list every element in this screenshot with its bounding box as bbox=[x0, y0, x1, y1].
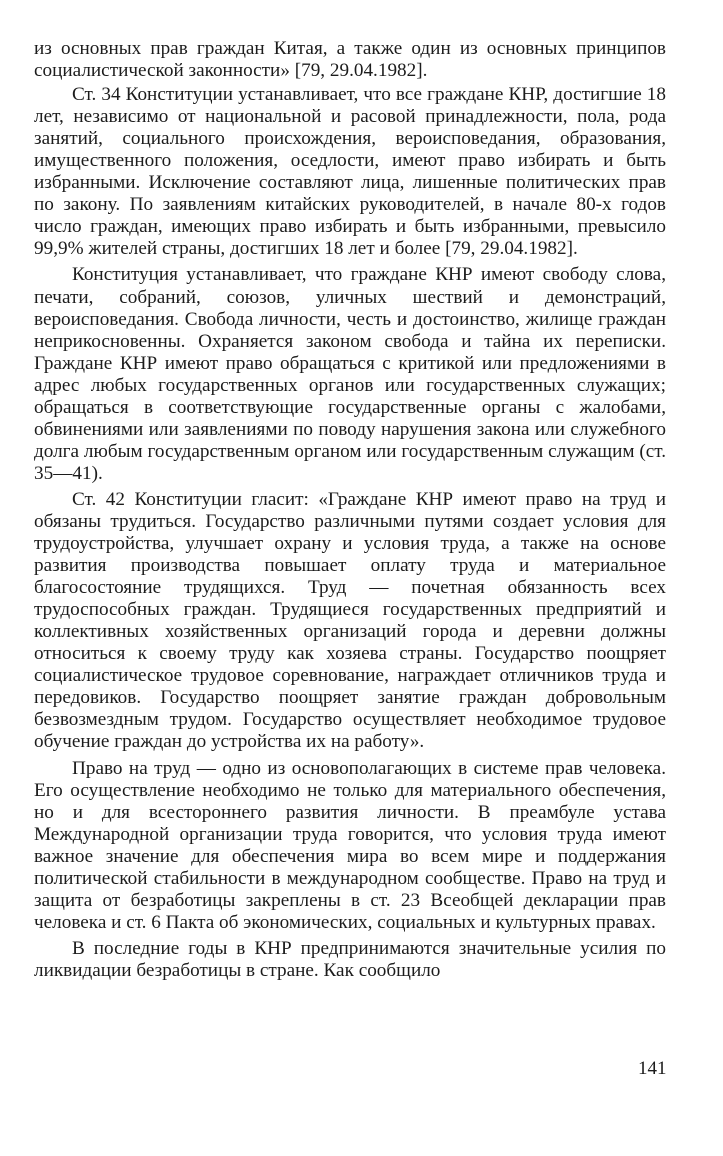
page-number: 141 bbox=[638, 1058, 667, 1079]
paragraph-2: Ст. 34 Конституции устанавливает, что все граждане КНР, достигшие 18 лет, независимо от национальной и расовой принадлежности, пола, рода занятий, социального происхождения, вероисповедания, образования, имущественного положения, оседлости, имеют право избирать и быть избранными. Исключение составляют лица, лишенные политических прав по закону. По заявлениям китайских руководителей, в начале 80-х годов число граждан, имеющих право избирать и быть избранными, превысило 99,9% жителей страны, достигших 18 лет и более [79, 29.04.1982]. bbox=[34, 84, 666, 260]
paragraph-5: Право на труд — одно из основополагающих в системе прав человека. Его осуществление необходимо не только для материального обеспечения, но и для всестороннего развития личности. В преамбуле устава Международной организации труда говорится, что условия труда имеют важное значение для обеспечения мира во всем мире и поддержания политической стабильности в международном сообществе. Право на труд и защита от безработицы закреплены в ст. 23 Всеобщей декларации прав человека и ст. 6 Пакта об экономических, социальных и культурных правах. bbox=[34, 757, 666, 933]
paragraph-1: из основных прав граждан Китая, а также один из основных принципов социалистической законности» [79, 29.04.1982]. bbox=[34, 38, 666, 82]
paragraph-4: Ст. 42 Конституции гласит: «Граждане КНР имеют право на труд и обязаны трудиться. Государство различными путями создает условия для трудоустройства, улучшает охрану и условия труда, а также на основе развития производства повышает оплату труда и материальное благосостояние трудящихся. Труд — почетная обязанность всех трудоспособных граждан. Трудящиеся государственных предприятий и коллективных хозяйственных организаций города и деревни должны относиться к своему труду как хозяева страны. Государство поощряет социалистическое трудовое соревнование, награждает отличников труда и передовиков. Государство поощряет занятие граждан добровольным безвозмездным трудом. Государство осуществляет необходимое трудовое обучение граждан до устройства их на работу». bbox=[34, 488, 666, 753]
page-body bbox=[34, 38, 666, 984]
paragraph-6: В последние годы в КНР предпринимаются значительные усилия по ликвидации безработицы в стране. Как сообщило bbox=[34, 937, 666, 981]
paragraph-3: Конституция устанавливает, что граждане КНР имеют свободу слова, печати, собраний, союзов, уличных шествий и демонстраций, вероисповедания. Свобода личности, честь и достоинство, жилище граждан неприкосновенны. Охраняется законом свобода и тайна их переписки. Граждане КНР имеют право обращаться с критикой или предложениями в адрес любых государственных органов или государственных служащих; обращаться в соответствующие государственные органы с жалобами, обвинениями или заявлениями по поводу нарушения закона или служебного долга любым государственным органом или государственным служащим (ст. 35—41). bbox=[34, 264, 666, 484]
